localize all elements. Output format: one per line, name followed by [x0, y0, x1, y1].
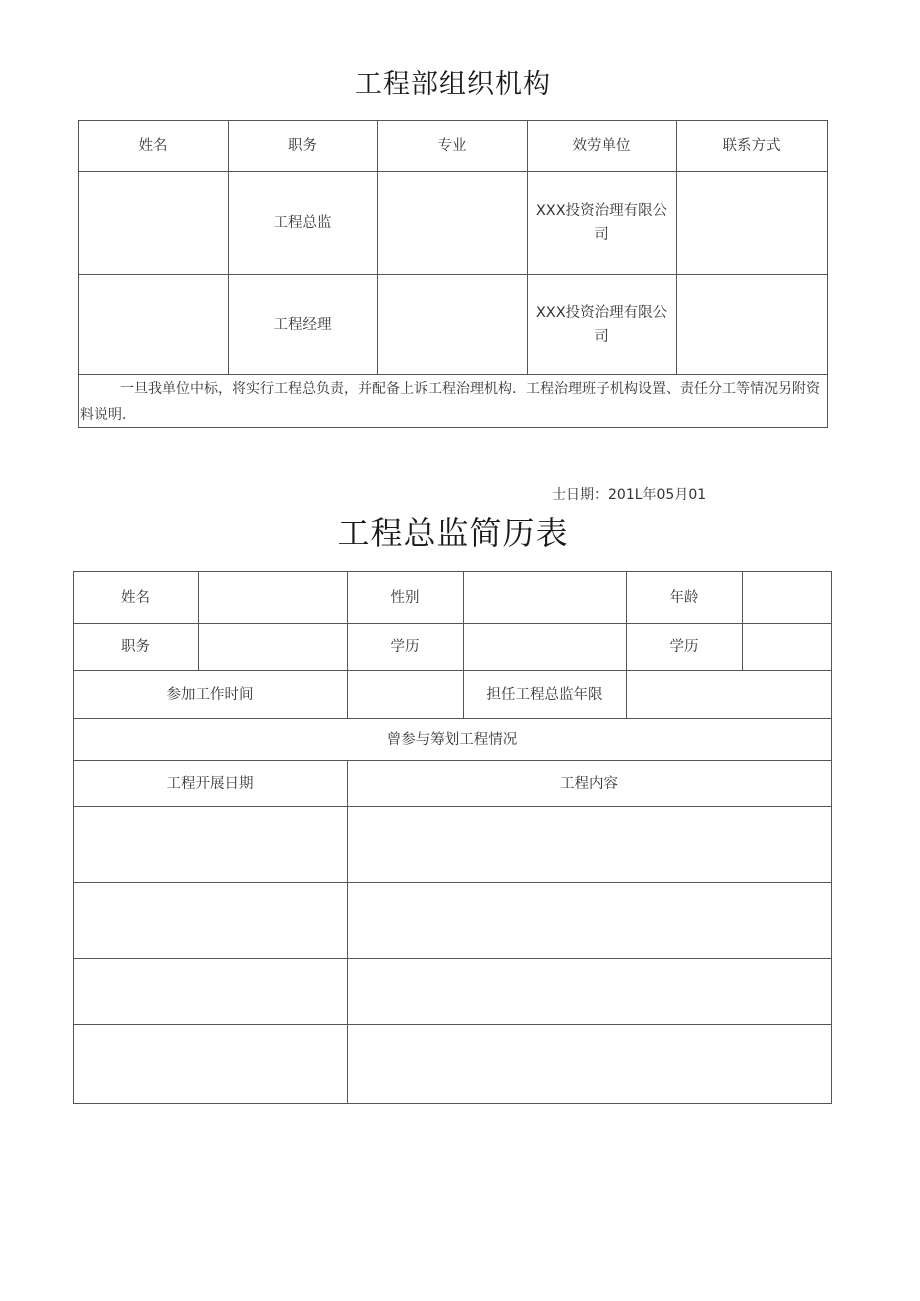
- col-content: 工程内容: [560, 775, 618, 792]
- value-gender: [463, 572, 626, 623]
- org-note: 一旦我单位中标，将实行工程总负责，并配备上诉工程治理机构．工程治理班子机构设置、责任分工等情况另附资料说明．: [80, 381, 820, 423]
- label-education: 学历: [390, 639, 420, 655]
- org-row1-name: [78, 172, 228, 274]
- label-work-start: 参加工作时间: [166, 686, 254, 703]
- org-row2-major: [377, 275, 527, 374]
- value-age: [742, 572, 831, 623]
- org-row1-position: 工程总监: [273, 215, 332, 231]
- resume-border-right: [831, 571, 832, 1104]
- org-table-border-right: [827, 120, 828, 428]
- project-row-2-content: [347, 883, 831, 958]
- org-header-major: 专业: [437, 138, 467, 154]
- org-row2-unit: [527, 275, 676, 374]
- org-row1-unit-text: XXX投资治理有限公司: [535, 203, 668, 243]
- label-age: 年龄: [669, 589, 699, 606]
- project-row-3-content: [347, 959, 831, 1024]
- value-work-start: [347, 671, 463, 718]
- resume-border-bottom: [73, 1103, 832, 1104]
- org-title: 工程部组织机构: [355, 69, 551, 100]
- value-name: [198, 572, 347, 623]
- org-row2-position: 工程经理: [273, 316, 332, 333]
- org-row1-major: [377, 172, 527, 274]
- projects-header: 曾参与筹划工程情况: [386, 731, 518, 748]
- project-row-3-date: [73, 959, 347, 1024]
- resume-title: 工程总监简历表: [337, 514, 569, 552]
- org-row2-name: [78, 275, 228, 374]
- value-position: [198, 624, 347, 670]
- label-name: 姓名: [121, 589, 150, 606]
- value-education-2: [742, 624, 831, 670]
- label-position: 职务: [121, 639, 150, 655]
- project-row-1-content: [347, 807, 831, 882]
- org-header-position: 职务: [288, 138, 317, 154]
- org-row2-unit-text: XXX投资治理有限公司: [535, 304, 668, 345]
- org-row1-unit: [527, 172, 676, 274]
- label-director-years: 担任工程总监年限: [486, 686, 603, 703]
- org-header-name: 姓名: [138, 138, 168, 154]
- org-header-contact: 联系方式: [722, 138, 781, 154]
- org-header-unit: 效劳单位: [572, 138, 631, 154]
- org-row2-contact: [676, 275, 827, 374]
- value-education: [463, 624, 626, 670]
- project-row-4-content: [347, 1025, 831, 1103]
- label-gender: 性别: [390, 589, 420, 606]
- value-director-years: [626, 671, 831, 718]
- org-row1-contact: [676, 172, 827, 274]
- org-table-row-line: [78, 374, 828, 375]
- col-start-date: 工程开展日期: [166, 775, 254, 792]
- date-line: 士日期：201L年05月01: [552, 487, 707, 503]
- label-education-2: 学历: [669, 639, 699, 655]
- project-row-4-date: [73, 1025, 347, 1103]
- project-row-2-date: [73, 883, 347, 958]
- project-row-1-date: [73, 807, 347, 882]
